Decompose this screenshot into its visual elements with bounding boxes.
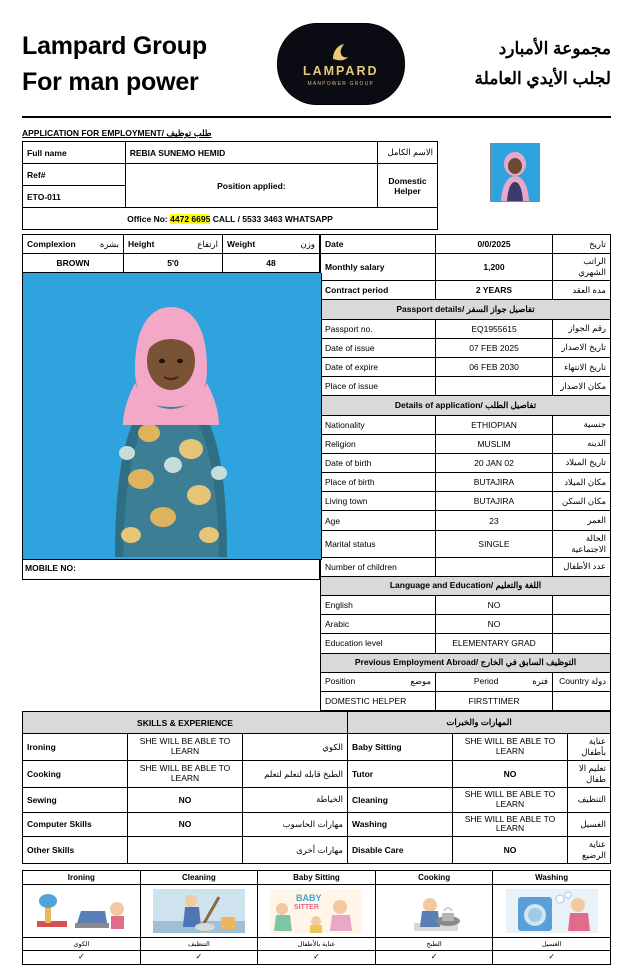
table-row: [321, 596, 611, 615]
svg-text:BABY: BABY: [296, 893, 322, 904]
mobile-number-label: MOBILE NO:: [22, 560, 320, 580]
skill-washing-label: Washing: [348, 812, 453, 837]
strip-arabic-babysitting: عناية بالأطفال: [258, 938, 375, 951]
height-header: [124, 235, 223, 254]
skill-sewing-value: NO: [128, 788, 243, 813]
table-row: [23, 164, 438, 186]
cleaning-icon: [141, 885, 258, 938]
education-label: Education level: [321, 634, 436, 653]
prev-country-label: Country: [559, 676, 589, 687]
complexion-arabic: بشرة: [99, 238, 119, 249]
table-row: [321, 453, 611, 472]
company-arabic-line2: لجلب الأيدي العاملة: [474, 69, 611, 88]
table-row: [321, 576, 611, 595]
strip-label-cooking: Cooking: [376, 871, 493, 885]
height-arabic: ارتفاع: [197, 238, 218, 249]
skill-washing-value: SHE WILL BE ABLE TO LEARN: [453, 812, 568, 837]
passport-expire-arabic: تاريخ الانتهاء: [553, 357, 611, 376]
children-value: [436, 557, 553, 576]
passport-issue-value: 07 FEB 2025: [436, 338, 553, 357]
company-title-arabic: [475, 34, 611, 94]
prev-country-value: [553, 691, 611, 710]
application-table: [22, 141, 438, 230]
table-row: [321, 415, 611, 434]
skill-disablecare-label: Disable Care: [348, 837, 453, 864]
table-row: [321, 530, 611, 557]
page-header: [22, 0, 611, 110]
skill-computer-label: Computer Skills: [23, 812, 128, 837]
strip-check-cleaning[interactable]: ✓: [195, 952, 203, 962]
strip-label-ironing: Ironing: [23, 871, 140, 885]
prev-period-arabic: فترة: [532, 676, 548, 687]
skill-cleaning-label: Cleaning: [348, 788, 453, 813]
passport-no-label: Passport no.: [321, 319, 436, 338]
skill-tutor-label: Tutor: [348, 761, 453, 788]
office-label: Office No:: [127, 213, 168, 224]
details-section-header: Details of application/ تفاصيل الطلب: [321, 396, 611, 415]
living-town-label: Living town: [321, 492, 436, 511]
passport-place-arabic: مكان الاصدار: [553, 377, 611, 396]
passport-place-value: [436, 377, 553, 396]
children-arabic: عدد الأطفال: [553, 557, 611, 576]
logo-mark-icon: [328, 42, 354, 62]
religion-value: MUSLIM: [436, 434, 553, 453]
table-row: [321, 557, 611, 576]
pob-value: BUTAJIRA: [436, 473, 553, 492]
contract-period-arabic: مدة العقد: [553, 281, 611, 300]
english-label: English: [321, 596, 436, 615]
passport-place-label: Place of issue: [321, 377, 436, 396]
skills-table: [22, 711, 611, 864]
prev-position-header: [321, 672, 436, 691]
prev-position-label: Position: [325, 676, 356, 687]
table-row: [321, 377, 611, 396]
company-title-line1: Lampard Group: [22, 31, 207, 60]
salary-arabic: الراتب الشهري: [553, 254, 611, 281]
date-value: 0/0/2025: [436, 235, 553, 254]
contract-period-value: 2 YEARS: [436, 281, 553, 300]
table-row: [23, 734, 611, 761]
table-row: [321, 473, 611, 492]
table-row: [321, 634, 611, 653]
prev-country-header: [553, 672, 611, 691]
prev-period-value: FIRSTTIMER: [436, 691, 553, 710]
skill-cleaning-arabic: التنظيف: [568, 788, 611, 813]
marital-status-value: SINGLE: [436, 530, 553, 557]
strip-check-babysitting[interactable]: ✓: [313, 952, 320, 962]
pob-arabic: مكان الميلاد: [553, 473, 611, 492]
previous-section-header: Previous Employment Abroad/ التوظيف السابق في الخارج: [321, 653, 611, 672]
strip-cell-cooking: [376, 871, 494, 964]
cooking-icon: [376, 885, 493, 938]
strip-cell-babysitting: [258, 871, 376, 964]
table-row: [23, 712, 611, 734]
prev-country-arabic: دولة: [590, 676, 606, 687]
strip-arabic-cleaning: التنظيف: [141, 938, 258, 951]
logo-name: LAMPARD: [302, 63, 379, 78]
table-row: [23, 208, 438, 230]
complexion-label: Complexion: [27, 238, 76, 249]
arabic-value: NO: [436, 615, 553, 634]
pob-label: Place of birth: [321, 473, 436, 492]
dob-arabic: تاريخ الميلاد: [553, 453, 611, 472]
marital-status-arabic: الحالة الاجتماعية: [553, 530, 611, 557]
table-row: [23, 235, 320, 254]
table-row: [321, 615, 611, 634]
height-label: Height: [128, 238, 155, 249]
religion-arabic: الدينه: [553, 434, 611, 453]
prev-period-header: [436, 672, 553, 691]
living-town-value: BUTAJIRA: [436, 492, 553, 511]
strip-label-washing: Washing: [493, 871, 610, 885]
main-content: [22, 234, 611, 711]
table-row: [321, 281, 611, 300]
strip-label-babysitting: Baby Sitting: [258, 871, 375, 885]
table-row: [321, 511, 611, 530]
passport-expire-value: 06 FEB 2030: [436, 357, 553, 376]
children-label: Number of children: [321, 557, 436, 576]
applicant-photo: [22, 273, 322, 560]
english-value: NO: [436, 596, 553, 615]
weight-label: Weight: [227, 238, 256, 249]
table-row: [321, 319, 611, 338]
skill-disablecare-arabic: عناية الرضيع: [568, 837, 611, 864]
details-tables: [320, 234, 611, 711]
skill-babysitting-label: Baby Sitting: [348, 734, 453, 761]
skills-section-en: SKILLS & EXPERIENCE: [23, 712, 348, 734]
skill-ironing-label: Ironing: [23, 734, 128, 761]
office-number: 4472 6695: [170, 213, 211, 224]
code-value: ETO-011: [23, 186, 126, 208]
age-label: Age: [321, 511, 436, 530]
strip-arabic-cooking: الطبخ: [376, 938, 493, 951]
skill-cooking-label: Cooking: [23, 761, 128, 788]
skill-other-label: Other Skills: [23, 837, 128, 864]
dob-label: Date of birth: [321, 453, 436, 472]
table-row: [23, 142, 438, 164]
salary-label: Monthly salary: [321, 254, 436, 281]
company-title-line2: For man power: [22, 68, 199, 96]
date-arabic: تاريخ: [553, 235, 611, 254]
strip-arabic-washing: الغسيل: [493, 938, 610, 951]
table-row: [23, 761, 611, 788]
passport-expire-label: Date of expire: [321, 357, 436, 376]
company-title: [22, 28, 207, 101]
skills-section-ar: المهارات والخبرات: [348, 712, 611, 734]
ref-label: Ref#: [23, 164, 126, 186]
table-row: [321, 434, 611, 453]
table-row: [23, 837, 611, 864]
nationality-arabic: جنسية: [553, 415, 611, 434]
weight-value: 48: [223, 254, 320, 273]
table-row: [321, 235, 611, 254]
table-row: [23, 254, 320, 273]
skill-cleaning-value: SHE WILL BE ABLE TO LEARN: [453, 788, 568, 813]
application-heading: APPLICATION FOR EMPLOYMENT/ طلب توظيف: [22, 128, 212, 138]
living-town-arabic: مكان السكن: [553, 492, 611, 511]
svg-text:SITTER: SITTER: [294, 904, 320, 912]
full-name-arabic: الاسم الكامل: [378, 142, 438, 164]
salary-value: 1,200: [436, 254, 553, 281]
strip-cell-ironing: [23, 871, 141, 964]
passport-section-header: Passport details/ تفاصيل جواز السفر: [321, 300, 611, 319]
right-column: [320, 234, 611, 711]
complexion-header: [23, 235, 124, 254]
application-identity-block: [22, 141, 611, 230]
logo-subtitle: MANPOWER GROUP: [307, 80, 374, 87]
strip-check-cooking[interactable]: ✓: [430, 952, 438, 962]
full-name-label: Full name: [23, 142, 126, 164]
office-cell: [23, 208, 438, 230]
table-row: [321, 396, 611, 415]
header-divider: [22, 116, 611, 118]
company-arabic-line1: مجموعة الأمبارد: [498, 39, 611, 59]
passport-issue-arabic: تاريخ الاصدار: [553, 338, 611, 357]
prev-position-value: DOMESTIC HELPER: [321, 691, 436, 710]
passport-no-value: EQ1955615: [436, 319, 553, 338]
skill-other-arabic: مهارات أخرى: [243, 837, 348, 864]
skill-sewing-label: Sewing: [23, 788, 128, 813]
office-rest: CALL / 5533 3463 WHATSAPP: [212, 213, 333, 224]
left-column: [22, 234, 320, 711]
date-label: Date: [321, 235, 436, 254]
skill-babysitting-value: SHE WILL BE ABLE TO LEARN: [453, 734, 568, 761]
religion-label: Religion: [321, 434, 436, 453]
passport-no-arabic: رقم الجواز: [553, 319, 611, 338]
education-value: ELEMENTARY GRAD: [436, 634, 553, 653]
strip-cell-cleaning: [141, 871, 259, 964]
table-row: [321, 300, 611, 319]
full-name-value: REBIA SUNEMO HEMID: [125, 142, 377, 164]
language-section-header: Language and Education/ اللغة والتعليم: [321, 576, 611, 595]
baby-sitting-icon: [258, 885, 375, 938]
nationality-value: ETHIOPIAN: [436, 415, 553, 434]
skill-cooking-arabic: الطبخ قابله لتعلم لتعلم: [243, 761, 348, 788]
table-row: [321, 653, 611, 672]
arabic-lang-arabic: [553, 615, 611, 634]
skill-disablecare-value: NO: [453, 837, 568, 864]
passport-photo-thumb: [490, 143, 540, 202]
skill-babysitting-arabic: عناية بأطفال: [568, 734, 611, 761]
weight-arabic: وزن: [300, 238, 315, 249]
complexion-value: BROWN: [23, 254, 124, 273]
table-row: [321, 492, 611, 511]
skill-ironing-arabic: الكوي: [243, 734, 348, 761]
skill-computer-value: NO: [128, 812, 243, 837]
prev-position-arabic: موضع: [410, 676, 431, 687]
english-arabic: [553, 596, 611, 615]
prev-period-label: Period: [473, 676, 499, 687]
nationality-label: Nationality: [321, 415, 436, 434]
table-row: [321, 254, 611, 281]
education-arabic: [553, 634, 611, 653]
table-row: [23, 788, 611, 813]
contract-period-label: Contract period: [321, 281, 436, 300]
skill-computer-arabic: مهارات الحاسوب: [243, 812, 348, 837]
skill-cooking-value: SHE WILL BE ABLE TO LEARN: [128, 761, 243, 788]
table-row: [321, 357, 611, 376]
skill-tutor-arabic: تعليم الا طفال: [568, 761, 611, 788]
skill-ironing-value: SHE WILL BE ABLE TO LEARN: [128, 734, 243, 761]
dob-value: 20 JAN 02: [436, 453, 553, 472]
strip-label-cleaning: Cleaning: [141, 871, 258, 885]
marital-status-label: Marital status: [321, 530, 436, 557]
table-row: [321, 691, 611, 710]
strip-check-washing[interactable]: ✓: [548, 952, 556, 962]
strip-cell-washing: [493, 871, 610, 964]
position-label: Position applied:: [125, 164, 377, 208]
skill-washing-arabic: الغسيل: [568, 812, 611, 837]
strip-arabic-ironing: الكوى: [23, 938, 140, 951]
washing-icon: [493, 885, 610, 938]
strip-check-ironing[interactable]: ✓: [77, 952, 85, 962]
passport-issue-label: Date of issue: [321, 338, 436, 357]
height-value: 5'0: [124, 254, 223, 273]
age-arabic: العمر: [553, 511, 611, 530]
age-value: 23: [436, 511, 553, 530]
skill-tutor-value: NO: [453, 761, 568, 788]
table-row: [23, 812, 611, 837]
table-row: [321, 338, 611, 357]
ironing-icon: [23, 885, 140, 938]
table-row: [321, 672, 611, 691]
weight-header: [223, 235, 320, 254]
skill-illustration-strip: [22, 870, 611, 965]
skill-other-value: [128, 837, 243, 864]
measurements-table: [22, 234, 320, 273]
arabic-label: Arabic: [321, 615, 436, 634]
skill-sewing-arabic: الخياطة: [243, 788, 348, 813]
company-logo: [277, 23, 405, 105]
position-value: Domestic Helper: [378, 164, 438, 208]
